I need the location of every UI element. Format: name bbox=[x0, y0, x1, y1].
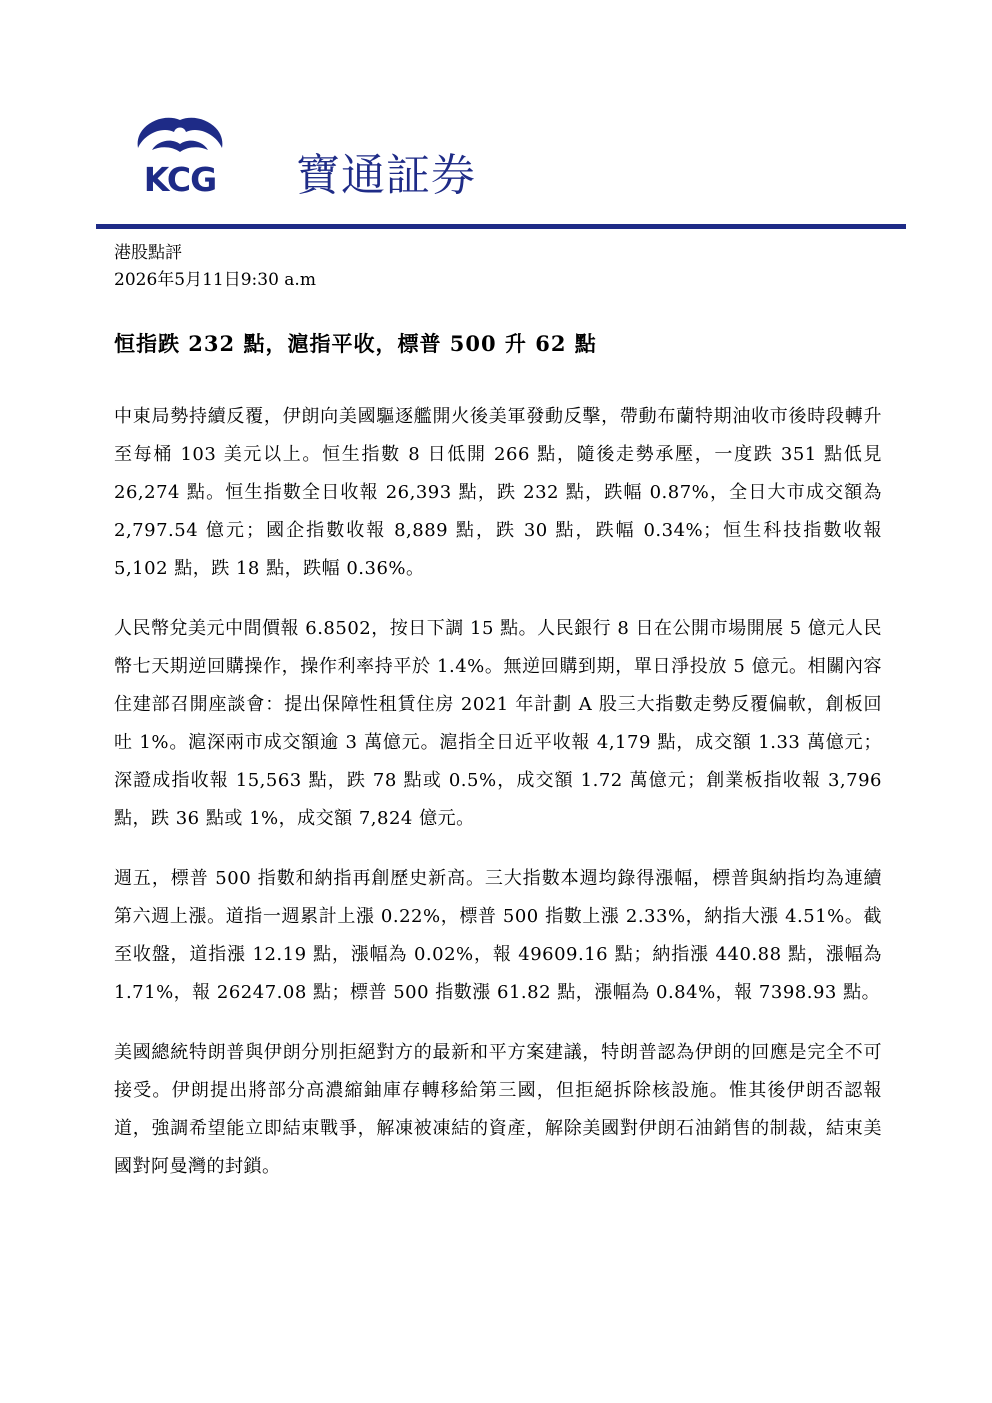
report-meta bbox=[114, 240, 316, 294]
paragraph-us-market: 週五，標普 500 指數和納指再創歷史新高。三大指數本週均錄得漲幅，標普與納指均為連續第六週上漲。道指一週累計上漲 0.22%，標普 500 指數上漲 2.33%，納指大漲 4.51%。截至收盤，道指漲 12.19 點，漲幅為 0.02%，報 49609.16 點；納指漲 440.88 點，漲幅為 1.71%，報 26247.08 點；標普 500 指數漲 61.82 點，漲幅為 0.84%，報 7398.93 點。 bbox=[114, 868, 882, 1003]
company-name: 寶通証券 bbox=[296, 150, 476, 201]
article-title: 恒指跌 232 點，滬指平收，標普 500 升 62 點 bbox=[114, 331, 597, 356]
report-category: 港股點評 bbox=[114, 243, 182, 263]
paragraph-geopolitics: 美國總統特朗普與伊朗分別拒絕對方的最新和平方案建議，特朗普認為伊朗的回應是完全不可接受。伊朗提出將部分高濃縮鈾庫存轉移給第三國，但拒絕拆除核設施。惟其後伊朗否認報道，強調希望能立即結束戰爭，解凍被凍結的資產，解除美國對伊朗石油銷售的制裁，結束美國對阿曼灣的封鎖。 bbox=[114, 1042, 882, 1177]
kcg-logo bbox=[132, 110, 228, 200]
page-header bbox=[0, 0, 992, 235]
header-divider bbox=[96, 224, 906, 229]
paragraph-hk-market: 中東局勢持續反覆，伊朗向美國驅逐艦開火後美軍發動反擊，帶動布蘭特期油收市後時段轉升至每桶 103 美元以上。恒生指數 8 日低開 266 點，隨後走勢承壓，一度跌 351 點低見 26,274 點。恒生指數全日收報 26,393 點，跌 232 點，跌幅 0.87%，全日大市成交額為 2,797.54 億元；國企指數收報 8,889 點，跌 30 點，跌幅 0.34%；恒生科技指數收報 5,102 點，跌 18 點，跌幅 0.36%。 bbox=[114, 406, 882, 579]
report-datetime: 2026年5月11日9:30 a.m bbox=[114, 270, 316, 290]
logo-text: KCG bbox=[143, 160, 217, 199]
article-body bbox=[114, 398, 882, 1208]
kcg-logo-emblem-icon bbox=[132, 110, 228, 162]
paragraph-china-market: 人民幣兌美元中間價報 6.8502，按日下調 15 點。人民銀行 8 日在公開市場開展 5 億元人民幣七天期逆回購操作，操作利率持平於 1.4%。無逆回購到期，單日淨投放 5 億元。相關內容住建部召開座談會：提出保障性租賃住房 2021 年計劃 A 股三大指數走勢反覆偏軟，創板回吐 1%。滬深兩市成交額逾 3 萬億元。滬指全日近平收報 4,179 點，成交額 1.33 萬億元；深證成指收報 15,563 點，跌 78 點或 0.5%，成交額 1.72 萬億元；創業板指收報 3,796 點，跌 36 點或 1%，成交額 7,824 億元。 bbox=[114, 618, 882, 829]
